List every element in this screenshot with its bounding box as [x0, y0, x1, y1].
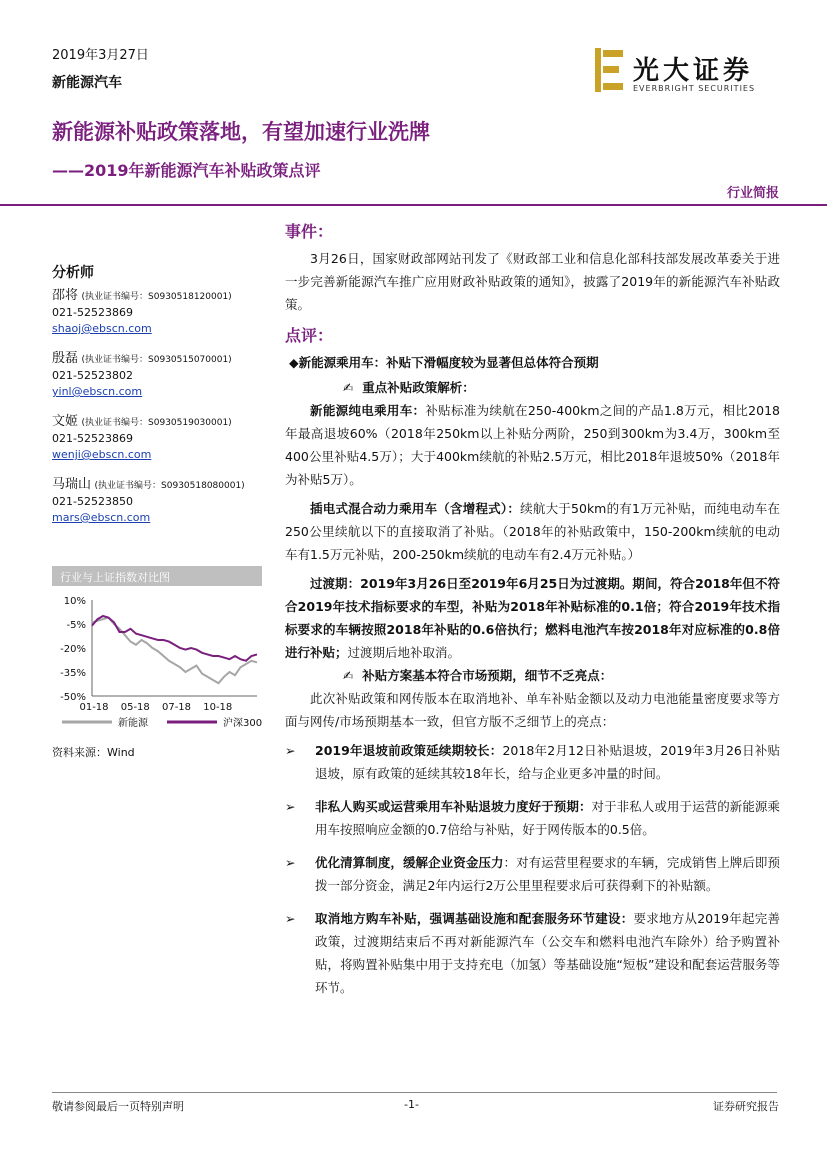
policy-analysis-heading: [343, 376, 780, 399]
highlight-label: 补贴方案基本符合市场预期，细节不乏亮点：: [362, 668, 613, 683]
y-tick-label: -50%: [60, 692, 86, 703]
analyst-card: [52, 477, 262, 526]
legend-label: 新能源: [118, 718, 148, 729]
analyst-cert: (执业证书编号：S0930519030001): [81, 418, 232, 428]
y-tick-label: -35%: [60, 668, 86, 679]
bullet-text: ：对有运营里程要求的车辆，完成销售上牌后即预拨一部分资金，满足2年内运行2万公里里程要求后可获得剩下的补贴额。: [315, 855, 780, 893]
page-number: -1-: [404, 1098, 419, 1111]
analyst-name: 马瑞山: [52, 477, 92, 492]
logo-chinese-name: 光大证券: [633, 56, 754, 86]
list-item: [285, 739, 780, 785]
x-tick-label: 10-18: [203, 702, 233, 713]
transition-tail-text: 过渡期后地补取消。: [347, 645, 461, 660]
report-date: 2019年3月27日: [52, 48, 149, 63]
x-tick-label: 05-18: [120, 702, 150, 713]
analyst-name: 文姬: [52, 414, 79, 429]
main-content: [285, 220, 780, 1009]
everbright-logo-icon: [595, 48, 623, 92]
transition-bold-text: 过渡期：2019年3月26日至2019年6月25日为过渡期。期间，符合2018年但不符合2019年技术指标要求的车型，补贴为2018年补贴标准的0.1倍；符合2019年技术指标要求的车辆按照2018年补贴的0.6倍执行；燃料电池汽车按2018年对应标准的0.8倍进行补贴；: [285, 576, 780, 660]
bullet-bold-text: 2019年退坡前政策延续期较长：: [315, 743, 503, 758]
analyst-cert: (执业证书编号：S0930518120001): [81, 292, 232, 302]
analyst-email-link[interactable]: mars@ebscn.com: [52, 511, 151, 524]
analyst-email-link[interactable]: wenji@ebscn.com: [52, 448, 152, 461]
analyst-email-link[interactable]: yinl@ebscn.com: [52, 385, 143, 398]
phev-paragraph: [285, 497, 780, 566]
series-line-csi300: [92, 616, 257, 661]
arrow-bullet-icon: ➢: [285, 911, 296, 926]
phev-text: 续航大于50km的有1万元补贴，而纯电动车在250公里续航以下的直接取消了补贴。（2018年的补贴政策中，150-200km续航的电动车有1.5万元补贴，200-250km续航的电动车有2.4万元补贴。）: [285, 501, 780, 562]
list-item: [285, 795, 780, 841]
analyst-email-link[interactable]: shaoj@ebscn.com: [52, 322, 152, 335]
analyst-phone: 021-52523869: [52, 306, 133, 319]
y-tick-label: -5%: [66, 620, 86, 631]
x-tick-label: 01-18: [79, 702, 109, 713]
analyst-heading: 分析师: [52, 265, 94, 281]
index-comparison-chart: [52, 566, 262, 760]
page-title: 新能源补贴政策落地，有望加速行业洗牌: [52, 120, 430, 144]
analyst-name: 殷磊: [52, 351, 79, 366]
bullet-text: 2018年2月12日补贴退坡，2019年3月26日补贴退坡，原有政策的延续其较18年长，给与企业更多冲量的时间。: [315, 743, 781, 781]
list-item: [285, 851, 780, 897]
phev-label: 插电式混合动力乘用车（含增程式）：: [310, 501, 521, 516]
footer-disclaimer: 敬请参阅最后一页特别声明: [52, 1100, 184, 1113]
y-tick-label: -20%: [60, 644, 86, 655]
company-logo: [595, 48, 785, 98]
page-subtitle: ——2019年新能源汽车补贴政策点评: [52, 161, 321, 180]
bullet-bold-text: 优化清算制度，缓解企业资金压力: [315, 855, 504, 870]
analyst-phone: 021-52523869: [52, 432, 133, 445]
highlight-heading: [343, 664, 780, 687]
x-tick-label: 07-18: [161, 702, 192, 713]
logo-english-name: EVERBRIGHT SECURITIES: [633, 84, 756, 93]
event-heading: 事件：: [285, 222, 334, 241]
report-type-label: 行业简报: [726, 186, 779, 201]
header-divider: [0, 204, 827, 206]
review-heading: 点评：: [285, 326, 334, 345]
passenger-car-heading: ◆新能源乘用车：补贴下滑幅度较为显著但总体符合预期: [289, 355, 599, 370]
analyst-cert: (执业证书编号：S0930518080001): [94, 481, 245, 491]
analyst-phone: 021-52523850: [52, 495, 133, 508]
pen-icon: ✍: [343, 668, 354, 683]
policy-analysis-label: 重点补贴政策解析：: [362, 380, 475, 395]
ev-text: 补贴标准为续航在250-400km之间的产品1.8万元，相比2018年最高退坡60%（2018年250km以上补贴分两阶，250到300km为3.4万，300km至400公里补贴4.5万）；大于400km续航的补贴2.5万元，相比2018年退坡50%（2018年为补贴5万）。: [285, 403, 780, 487]
highlight-paragraph: 此次补贴政策和网传版本在取消地补、单车补贴金额以及动力电池能量密度要求等方面与网传/市场预期基本一致，但官方版不乏细节上的亮点：: [285, 691, 780, 729]
ev-label: 新能源纯电乘用车：: [310, 403, 426, 418]
analyst-phone: 021-52523802: [52, 369, 133, 382]
bullet-text: 要求地方从2019年起完善政策，过渡期结束后不再对新能源汽车（公交车和燃料电池汽车除外）给予购置补贴，将购置补贴集中用于支持充电（加氢）等基础设施“短板”建设和配套运营服务等环节。: [315, 911, 780, 995]
arrow-bullet-icon: ➢: [285, 743, 296, 758]
arrow-bullet-icon: ➢: [285, 799, 296, 814]
ev-paragraph: [285, 399, 780, 491]
arrow-bullet-icon: ➢: [285, 855, 296, 870]
bullet-bold-text: 非私人购买或运营乘用车补贴退坡力度好于预期：: [315, 799, 592, 814]
chart-title: 行业与上证指数对比图: [52, 566, 262, 586]
analyst-name: 邵将: [52, 288, 79, 303]
bullet-text: 对于非私人或用于运营的新能源乘用车按照响应金额的0.7倍给与补贴，好于网传版本的0.5倍。: [315, 799, 780, 837]
analyst-card: [52, 288, 262, 337]
chart-source: 资料来源：Wind: [52, 746, 135, 759]
footer-divider: [52, 1092, 777, 1093]
legend-label: 沪深300: [223, 718, 262, 729]
bullet-bold-text: 取消地方购车补贴，强调基础设施和配套服务环节建设：: [315, 911, 634, 926]
sector-label: 新能源汽车: [52, 75, 122, 91]
analyst-card: [52, 351, 262, 400]
y-tick-label: 10%: [63, 596, 86, 607]
analyst-panel: [52, 262, 262, 540]
chart-canvas: [52, 586, 262, 736]
pen-icon: ✍: [343, 380, 354, 395]
list-item: [285, 907, 780, 999]
analyst-card: [52, 414, 262, 463]
transition-paragraph: [285, 572, 780, 664]
event-text: 3月26日，国家财政部网站刊发了《财政部工业和信息化部科技部发展改革委关于进一步完善新能源汽车推广应用财政补贴政策的通知》，披露了2019年的新能源汽车补贴政策。: [285, 251, 780, 312]
analyst-cert: (执业证书编号：S0930515070001): [81, 355, 232, 365]
footer-report-label: 证券研究报告: [713, 1100, 779, 1113]
